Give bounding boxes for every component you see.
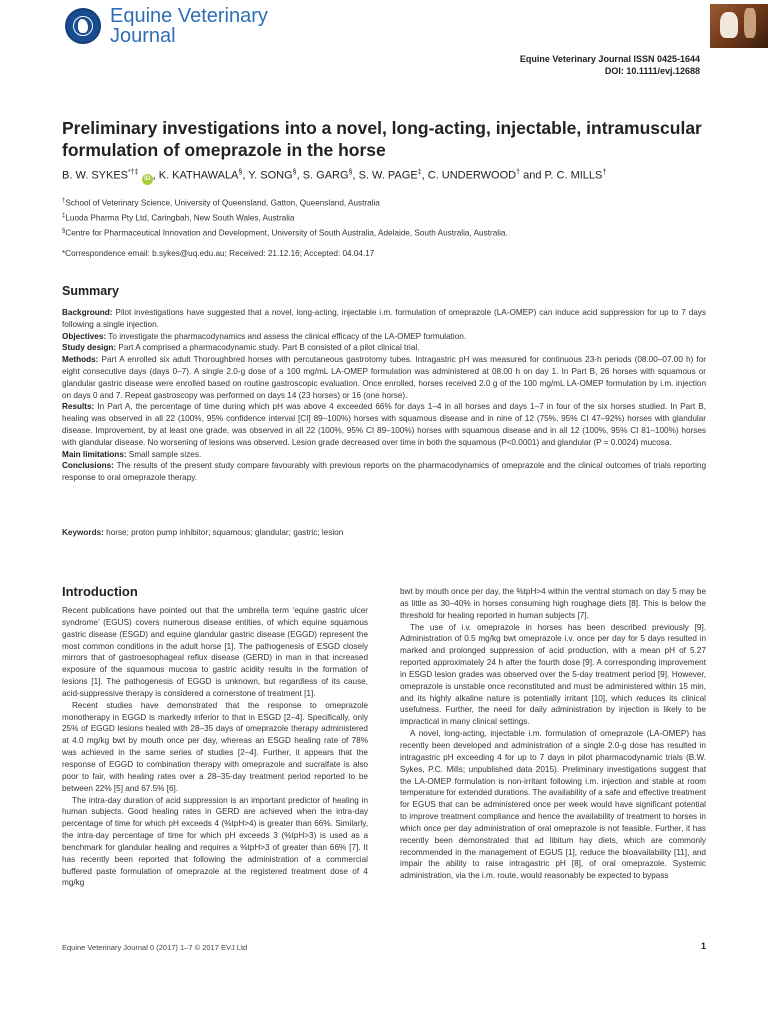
correspondence: *Correspondence email: b.sykes@uq.edu.au; Received: 21.12.16; Accepted: 04.04.17 bbox=[62, 249, 375, 258]
affiliation-line bbox=[62, 210, 712, 225]
body-paragraph: The use of i.v. omeprazole in horses has been described previously [9]. Administration of 0.5 mg/kg bwt omeprazole i.v. once per day for 5 days resulted in marked and prolonged suppression of acid production, with a mean pH of 5.27 reported approximately 24 h after the fourth dose [9]. A corresponding improvement in ESGD lesion grades was observed over the 5-day treatment period [9]. However, omeprazole is unstable once reconstituted and must be administered within 15 min, and its highly alkaline nature is potentially irritant [10], which reduces its clinical usefulness. Further, the need for daily administration by injection is likely to be impractical in many clinical settings. bbox=[400, 622, 706, 727]
author-name: S. W. PAGE bbox=[358, 169, 418, 182]
summary-item-text: The results of the present study compare favourably with previous reports on the pharmacodynamics of omeprazole and the clinical outcomes of trials reporting response to oral omeprazole therapy. bbox=[62, 461, 706, 483]
summary-item bbox=[62, 401, 706, 448]
summary-item-text: Small sample sizes. bbox=[126, 449, 202, 459]
summary-item-label: Background: bbox=[62, 308, 113, 317]
author-sup: ‡ bbox=[417, 169, 422, 176]
journal-header bbox=[62, 4, 768, 48]
journal-logo-seal bbox=[65, 8, 101, 44]
summary-item-label: Study design: bbox=[62, 343, 117, 353]
introduction-heading: Introduction bbox=[62, 584, 138, 599]
journal-name-line2: Journal bbox=[110, 25, 176, 47]
keywords bbox=[62, 528, 706, 537]
summary-item bbox=[62, 449, 706, 461]
summary-item-label: Methods: bbox=[62, 355, 99, 365]
header-horse-photo bbox=[710, 4, 768, 48]
affiliation-text: Centre for Pharmaceutical Innovation and Development, University of South Australia, Adelaide, South Australia, Australia. bbox=[65, 229, 508, 239]
author-sup: *†‡ bbox=[128, 169, 139, 176]
summary-item-text: Pilot investigations have suggested that a novel, long-acting, injectable i.m. formulation of omeprazole (LA-OMEP) can induce acid suppression for up to 7 days following a single injection. bbox=[62, 308, 706, 329]
keywords-label: Keywords: bbox=[62, 528, 104, 537]
affiliations bbox=[62, 195, 712, 241]
author-name: P. C. MILLS bbox=[544, 169, 603, 182]
doi: DOI: 10.1111/evj.12688 bbox=[604, 65, 700, 76]
author-name: S. GARG bbox=[302, 169, 349, 182]
body-paragraph: bwt by mouth once per day, the %tpH>4 within the ventral stomach on day 5 may be as little as 30–40% in horses consuming high roughage diets [8]. This is below the threshold for healing reported in human subjects [7]. bbox=[400, 587, 706, 620]
affiliation-line bbox=[62, 195, 712, 210]
introduction-right-column bbox=[400, 586, 706, 882]
affiliation-sup: ‡ bbox=[62, 213, 66, 220]
author-list: B. W. SYKES*†‡ iD , K. KATHAWALA§, Y. SONG§, S. GARG§, S. W. PAGE‡, C. UNDERWOOD† and P. C. MILLS† bbox=[62, 169, 712, 185]
author-name: Y. SONG bbox=[248, 169, 293, 182]
author-sup: § bbox=[348, 169, 353, 176]
summary-item-text: To investigate the pharmacodynamics and assess the clinical efficacy of the LA-OMEP formulation. bbox=[106, 331, 467, 341]
author-name: K. KATHAWALA bbox=[158, 169, 239, 182]
author-sup: § bbox=[292, 169, 297, 176]
summary-item-label: Conclusions: bbox=[62, 461, 114, 471]
affiliation-text: Luoda Pharma Pty Ltd, Caringbah, New South Wales, Australia bbox=[65, 213, 295, 223]
summary-item bbox=[62, 354, 706, 401]
summary-item bbox=[62, 331, 706, 343]
affiliation-sup: † bbox=[62, 198, 66, 204]
journal-name bbox=[110, 6, 268, 46]
summary-item bbox=[62, 307, 706, 331]
affiliation-sup: § bbox=[62, 228, 66, 235]
summary-item-label: Results: bbox=[62, 402, 95, 412]
body-paragraph: The intra-day duration of acid suppression is an important predictor of healing in human subjects. Good healing rates in GERD are achieved when the intra-day percentage of time for which pH exceeds 4 (%tpH>4) is greater than 66%. Similarly, the intra-day percentage of time for which pH exceeds 3 (%tpH>3) is used as a benchmark for glandular healing and requires a %tpH>3 of greater than 66% [7]. It has recently been reported that following the administration of a commercial buffered paste formulation of omeprazole at the registered treatment dose of 4 mg/kg bbox=[62, 795, 368, 888]
body-paragraph: Recent publications have pointed out that the umbrella term ‘equine gastric ulcer syndrome’ (EGUS) covers numerous disease entities, of which equine squamous gastric disease (ESGD) and equine glandular gastric disease (EGGD) represent the most common conditions in the adult horse [1]. The pathogenesis of ESGD closely mirrors that of gastroesophageal reflux disease (GERD) in man in that increased exposure of the squamous mucosa to gastric acidity results in the formation of lesions [1]. The pathogenesis of EGGD is unknown, but regardless of its cause, acid-suppressive therapy is considered a cornerstone of treatment [1]. bbox=[62, 606, 368, 698]
author-name: B. W. SYKES bbox=[62, 169, 129, 182]
author-sup: § bbox=[238, 169, 243, 176]
journal-name-line1: Equine Veterinary bbox=[110, 5, 268, 27]
author-sup: † bbox=[602, 169, 607, 176]
issn-block bbox=[520, 54, 700, 77]
author-name: C. UNDERWOOD bbox=[427, 169, 517, 182]
page-number: 1 bbox=[700, 941, 706, 951]
summary-body bbox=[62, 307, 706, 484]
orcid-icon: iD bbox=[142, 174, 153, 185]
affiliation-line bbox=[62, 225, 712, 240]
introduction-left-column bbox=[62, 605, 368, 889]
summary-item bbox=[62, 460, 706, 484]
summary-item-text: Part A enrolled six adult Thoroughbred horses with percutaneous gastrotomy tubes. Intragastric pH was measured for continuous 23-h periods (08.00–07.00 h) for eight consecutive days (days 0–7). A single 2.0-g dose of a 100 mg/mL LA-OMEP formulation was administered at 08.00 h on day 1. In Part B, 26 horses with squamous or glandular gastric disease were enrolled based on routine gastroscopic evaluation. Once enrolled, horses received 2.0 g of the 100 mg/mL LA-OMEP formulation by i.m. injection on days 0 and 7. Repeat gastroscopy was performed on days 14 (23 horses) or 16 (one horse). bbox=[62, 355, 706, 400]
footer-citation: Equine Veterinary Journal 0 (2017) 1–7 © 2017 EVJ Ltd bbox=[62, 943, 248, 952]
summary-item-label: Objectives: bbox=[62, 331, 107, 341]
issn: Equine Veterinary Journal ISSN 0425-1644 bbox=[519, 54, 700, 64]
summary-item-text: Part A comprised a pharmacodynamic study. Part B consisted of a pilot clinical trial. bbox=[116, 343, 420, 353]
summary-heading: Summary bbox=[62, 284, 119, 298]
summary-item bbox=[62, 342, 706, 354]
author-sup: † bbox=[516, 169, 521, 176]
body-paragraph: Recent studies have demonstrated that the response to omeprazole monotherapy in EGGD is markedly inferior to that in ESGD [2–4]. Specifically, only 25% of EGGD lesions healed with 28–35 days of omeprazole therapy administered at 4.0 mg/kg bwt by mouth once per day, whereas an ESGD healing rate of 78% was achieved in the same series of studies [2–4]. Further, it appears that the response of EGGD to combination therapy with omeprazole and sucralfate is also poor to fair, with healing rates over a 28–35-day treatment period reported to be between 22% [5] and 67.5% [6]. bbox=[62, 700, 368, 793]
keywords-text: horse; proton pump inhibitor; squamous; glandular; gastric; lesion bbox=[103, 528, 344, 537]
article-title: Preliminary investigations into a novel, long-acting, injectable, intramuscular formulation of omeprazole in the horse bbox=[62, 118, 702, 160]
summary-item-label: Main limitations: bbox=[62, 449, 127, 459]
summary-item-text: In Part A, the percentage of time during which pH was above 4 exceeded 66% for days 1–4 in all horses and days 1–7 in four of the six horses studied. In Part B, healing was observed in all 22 (100%, 95% confidence interval [CI] 89–100%) horses with squamous disease and in nine of 12 (75%, 95% CI 47–92%) horses with glandular disease. Improvement, by at least one grade, was observed in all 22 (100%, 95% CI 89–100%) horses with squamous disease and in all 12 (100%, 95% CI 81–100%) horses with glandular disease. No worsening of lesions was observed. Lesion grade decreased over time in both the squamous (P<0.0001) and glandular (P = 0.0024) mucosa. bbox=[62, 402, 706, 447]
body-paragraph: A novel, long-acting, injectable i.m. formulation of omeprazole (LA-OMEP) has recently been developed and administration of a single 2.0-g dose has resulted in intragastric pH exceeding 4 for up to 7 days in pilot pharmacodynamic trials (B.W. Sykes, P.C. Mills; unpublished data 2015). Preliminary investigations suggest that the LA-OMEP formulation is non-irritant following i.m. injection and stable at room temperature for extended durations. The availability of a safe and effective treatment for EGUS that can be administered once per week would have significant potential to improve treatment compliance and hence the availability of treatment to horses in which once per day administration of oral omeprazole is not feasible. Further, it has recently been demonstrated that ad libitum hay diets, which are commonly recommended in the management of EGUS [1], reduce the bioavailability [11], and impair the ability to raise intragastric pH [8], of oral omeprazole. Systemic administration, via the i.m. route, would reasonably be expected to bypass bbox=[400, 729, 706, 881]
affiliation-text: School of Veterinary Science, University of Queensland, Gatton, Queensland, Australia bbox=[65, 198, 380, 208]
